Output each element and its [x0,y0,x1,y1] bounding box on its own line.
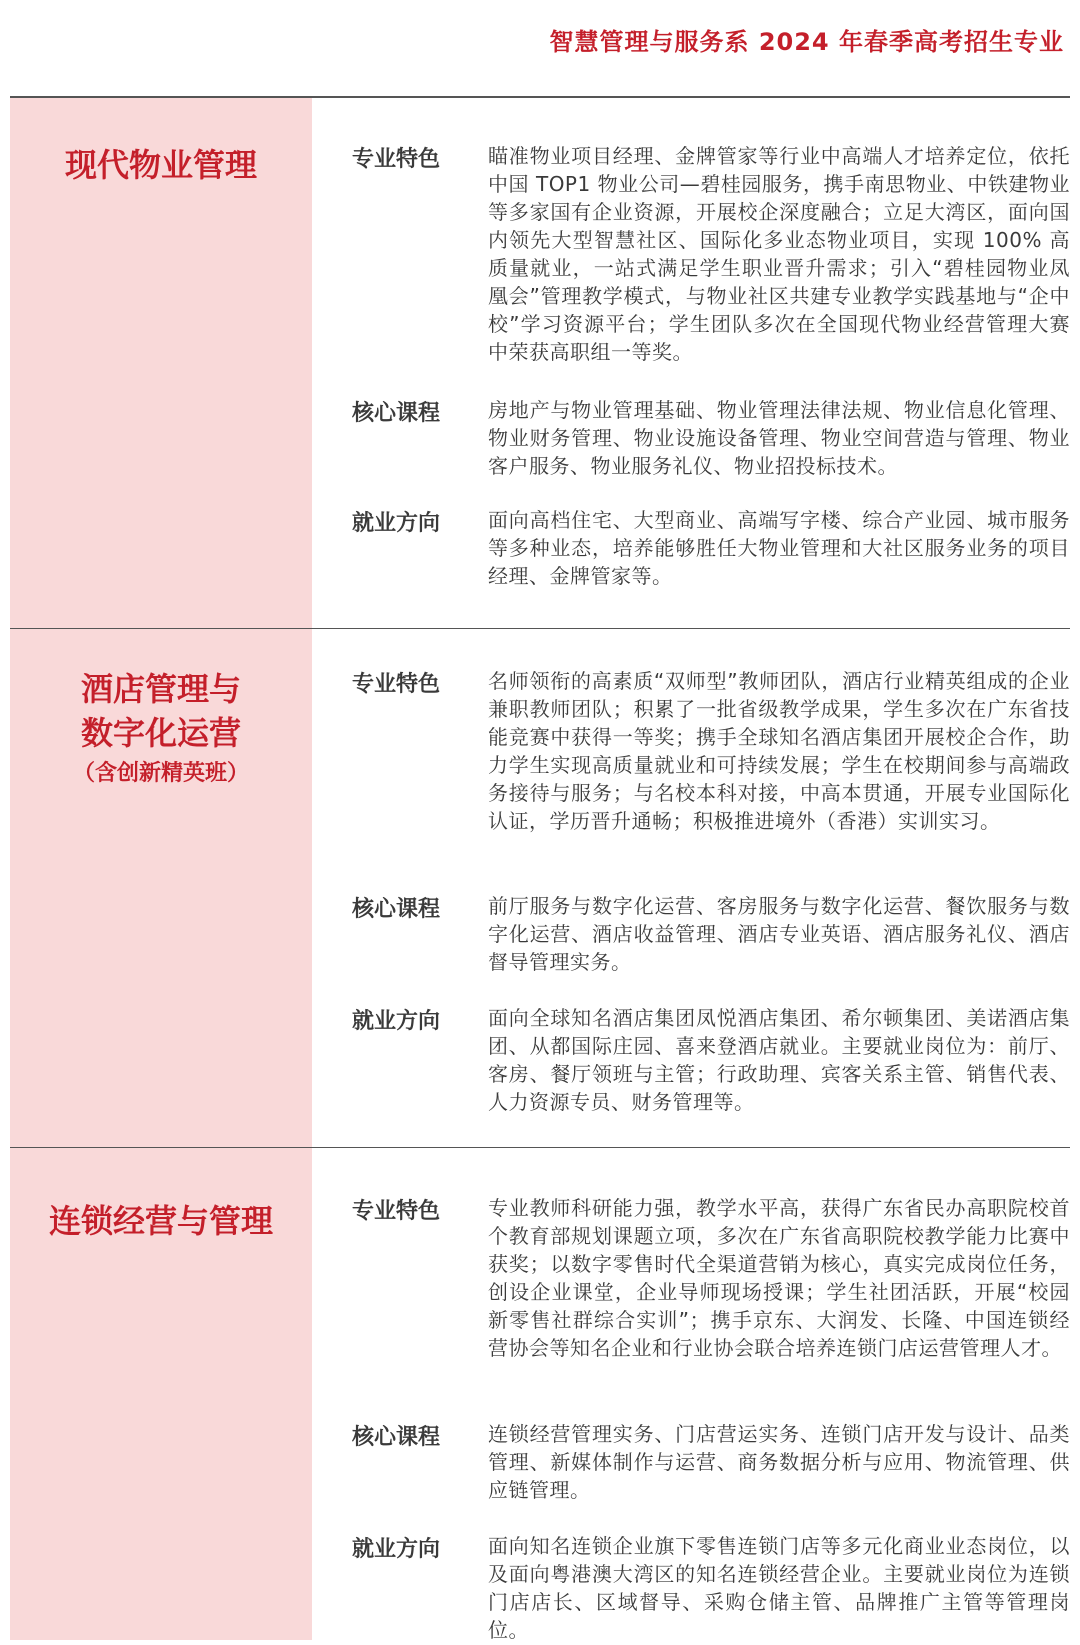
major-section-hotel [10,629,1070,1147]
major-subtitle: （含创新精英班） [72,761,249,786]
row-text: 面向知名连锁企业旗下零售连锁门店等多元化商业业态岗位，以及面向粤港澳大湾区的知名连锁经营企业。主要就业岗位为连锁门店店长、区域督导、采购仓储主管、品牌推广主管等管理岗位。 [488,1534,1070,1642]
major-name [10,667,312,789]
row-text: 面向高档住宅、大型商业、高端写字楼、综合产业园、城市服务等多种业态，培养能够胜任大物业管理和大社区服务业务的项目经理、金牌管家等。 [488,508,1070,588]
row-text: 连锁经营管理实务、门店营运实务、连锁门店开发与设计、品类管理、新媒体制作与运营、商务数据分析与应用、物流管理、供应链管理。 [488,1422,1070,1502]
row-text: 瞄准物业项目经理、金牌管家等行业中高端人才培养定位，依托中国 TOP1 物业公司—碧桂园服务，携手南思物业、中铁建物业等多家国有企业资源，开展校企深度融合；立足大湾区，面向国内领先大型智慧社区、国际化多业态物业项目，实现 100% 高质量就业，一站式满足学生职业晋升需求；引入“碧桂园物业凤凰会”管理教学模式，与物业社区共建专业教学实践基地与“企中校”学习资源平台；学生团队多次在全国现代物业经营管理大赛中荣获高职组一等奖。 [488,144,1070,364]
row-label: 核心课程 [352,401,441,426]
major-name: 连锁经营与管理 [48,1202,273,1240]
row-label: 专业特色 [352,1199,441,1224]
row-text: 专业教师科研能力强，教学水平高，获得广东省民办高职院校首个教育部规划课题立项，多次在广东省高职院校教学能力比赛中获奖；以数字零售时代全渠道营销为核心，真实完成岗位任务，创设企业课堂，企业导师现场授课；学生社团活跃，开展“校园新零售社群综合实训”；携手京东、大润发、长隆、中国连锁经营协会等知名企业和行业协会联合培养连锁门店运营管理人才。 [488,1196,1070,1360]
row-text: 名师领衔的高素质“双师型”教师团队，酒店行业精英组成的企业兼职教师团队；积累了一批省级教学成果，学生多次在广东省技能竞赛中获得一等奖；携手全球知名酒店集团开展校企合作，助力学生实现高质量就业和可持续发展；学生在校期间参与高端政务接待与服务；与名校本科对接，中高本贯通，开展专业国际化认证，学历晋升通畅；积极推进境外（香港）实训实习。 [488,669,1070,833]
major-name-line-1: 酒店管理与 [80,670,241,708]
major-name: 现代物业管理 [64,146,257,184]
row-text: 房地产与物业管理基础、物业管理法律法规、物业信息化管理、物业财务管理、物业设施设备管理、物业空间营造与管理、物业客户服务、物业服务礼仪、物业招投标技术。 [488,398,1070,478]
major-name-line-2: 数字化运营 [80,714,241,752]
row-label: 核心课程 [352,897,441,922]
row-label: 就业方向 [352,1009,441,1034]
row-label: 就业方向 [352,511,441,536]
row-text: 面向全球知名酒店集团凤悦酒店集团、希尔顿集团、美诺酒店集团、从都国际庄园、喜来登酒店就业。主要就业岗位为：前厅、客房、餐厅领班与主管；行政助理、宾客关系主管、销售代表、人力资源专员、财务管理等。 [488,1006,1070,1114]
row-label: 专业特色 [352,147,441,172]
page-title: 智慧管理与服务系 2024 年春季高考招生专业 [549,28,1064,56]
page-header [0,0,1080,96]
row-label: 核心课程 [352,1425,441,1450]
major-section-property [10,98,1070,628]
row-label: 就业方向 [352,1537,441,1562]
major-section-chain [10,1148,1070,1640]
row-text: 前厅服务与数字化运营、客房服务与数字化运营、餐饮服务与数字化运营、酒店收益管理、酒店专业英语、酒店服务礼仪、酒店督导管理实务。 [488,894,1070,974]
row-label: 专业特色 [352,672,441,697]
